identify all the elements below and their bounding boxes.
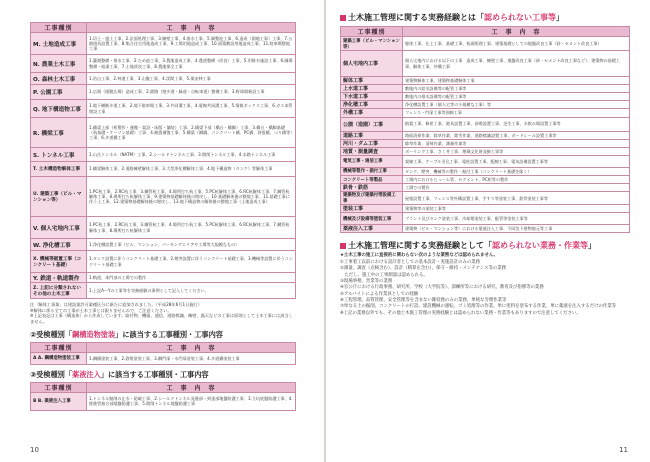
- section-3-title-prefix: ③受検種別「: [30, 369, 73, 379]
- note-line: 注「解体工事業」は建設業許可業種区分に新たに追加されました。（平成28年6月1日施行）: [30, 302, 202, 307]
- page-number-right: 11: [619, 446, 628, 454]
- table-row: [341, 225, 630, 233]
- table-row: [341, 117, 630, 131]
- section-a-title-prefix: 土木施工管理に関する実務経験とは「: [348, 13, 484, 22]
- row-description: 個人宅地内における以下の工事 造成工事、擁壁工事、地盤改良工事（砂・セメント改良工事など）、建築物の基礎工事、解体工事、外構工事: [403, 51, 630, 77]
- secA-header-type: 工事種別: [341, 27, 403, 37]
- row-category: Q. 地下構造物工事: [31, 100, 87, 118]
- secA-header-content: 工 事 内 容: [403, 27, 630, 37]
- intro-line: ★土木工事の施工に直接的に関わらない次のような業務などは認められません。: [340, 253, 498, 259]
- row-description: 1.切土・盛土工事、2.法面処理工事、3.擁壁工事、4.排水工事、5.調整池工事、6.造成（園地工事）工事、7.公園遊具設置工事、8.集合住宅用地造成工事、9.工場用地造成工事、10.面築敷設用地造成工事、11.駐車場整地工事: [87, 33, 296, 55]
- section-2-title-suffix: 」に該当する工事種別・工事内容: [115, 329, 223, 339]
- header-work-type: 工事種別: [31, 23, 87, 33]
- row-category: O. 森林土木工事: [31, 73, 87, 85]
- row-category: P. 公園工事: [31, 85, 87, 100]
- row-category: Z. 上記に分類されないその他の土木工事: [31, 283, 87, 299]
- row-description: 屋根設置工事、フェンス等外構設置工事、手すり等塗装工事、鉄骨塗装工事等: [403, 192, 630, 205]
- row-description: 1.灌漑整備・排水工事、2.ため池工事、3.農地造成工事、4.農道整備（改良）工事、5.用排水施設工事、6.圃場整備・暗渠工事、7.土地改良工事、8.農地保全工事: [87, 55, 296, 73]
- table-row: [31, 85, 296, 100]
- table-row: [341, 101, 630, 109]
- duties-items: [340, 260, 630, 317]
- left-page: [0, 0, 324, 462]
- row-category: 地質・測量調査: [341, 147, 403, 155]
- sec2-header-type: 工事種別: [31, 342, 87, 352]
- row-description: 1.山岳トンネル（NATM）工事、2.シールドトンネル工事、3.開削トンネル工事、4.水路トンネル工事: [87, 148, 296, 162]
- list-item: ①工事着工以前における設計者としての基本設計・実施設計のみの業務: [340, 259, 481, 265]
- row-category: M. 土地造成工事: [31, 33, 87, 55]
- row-category: 機械等製作・据付工事: [341, 167, 403, 175]
- row-description: 植栽工事、修景工事、遊具設置工事、砂場設置工事、芝生工事、水飲み場設置工事等: [403, 117, 630, 131]
- table-row: [341, 77, 630, 85]
- section-b-title-highlight: 認められない業務・作業等: [492, 241, 588, 251]
- table-row: [341, 51, 630, 77]
- section-2-table: [30, 342, 296, 365]
- table-row: [341, 93, 630, 101]
- row-category: 建築工事（ビル・マンション等）: [341, 37, 403, 51]
- square-bullet-icon: [340, 243, 346, 249]
- table-row: [31, 239, 296, 251]
- row-description: 躯体工事、仕上工事、基礎工事、杭頭処理工事、建築基礎としての地盤改良工事（砂・セメント改良工事）: [403, 37, 630, 51]
- row-description: 浄化槽設置工事（個人宅等の小規模な工事）等: [403, 101, 630, 109]
- section-2-title-highlight: 鋼構造物塗装: [72, 329, 116, 339]
- row-category: 道路工事: [341, 131, 403, 139]
- table-row: [341, 37, 630, 51]
- row-description: 敷地内の給水設備等の配管工事等: [403, 85, 630, 93]
- row-category: 電気工事・通信工事: [341, 155, 403, 167]
- row-category: B B. 薬液注入工事: [31, 392, 87, 410]
- row-description: 1.上記A〜Yの工事等を実務経験の事例として記入してください。: [87, 283, 296, 299]
- main-work-table: [30, 22, 296, 299]
- row-description: 1.鋼橋塗装工事、2.鉄塔塗装工事、3.鋼門扉・水門扉塗装工事、4.歩道橋塗装工事: [87, 352, 296, 364]
- table-row: [341, 205, 630, 213]
- row-category: W. 浄化槽工事: [31, 239, 87, 251]
- row-category: 下水道工事: [341, 93, 403, 101]
- not-accepted-duties-list: [340, 253, 630, 317]
- row-description: 1.地下横断歩道工事、2.地下駐車場工事、3.共同溝工事、4.電線共同溝工事、5.情報ボックス工事、6.ガス本管埋設工事: [87, 100, 296, 118]
- row-category: 機械及び設備等塗装工事: [341, 213, 403, 225]
- table-row: [341, 155, 630, 167]
- sec3-header-content: 工 事 内 容: [87, 382, 296, 392]
- table-row: [31, 33, 296, 55]
- page-number-left: 10: [30, 446, 39, 454]
- table-row: [341, 85, 630, 93]
- row-description: 1.広場（運動広場）造成工事、2.園路（遊歩道・緑道・自転車道）整備工事、3.野球場新設工事: [87, 85, 296, 100]
- list-item: ただし、施工中の工事測量は認められる。: [340, 272, 428, 278]
- row-category: X. 機械等据置工事（コンクリート基礎）: [31, 251, 87, 273]
- table-row: [31, 352, 296, 364]
- row-description: 1.トンネル掘削の止水・防破工事、2.シールドトンネル発進部・到達部地盤防護工事、3.立坑底盤防護工事、4.推進管接合部地盤防護工事、5.開削トンネル地盤防護工事: [87, 392, 296, 410]
- row-category: 外構工事: [341, 109, 403, 117]
- table-row: [31, 148, 296, 162]
- table-row: [31, 162, 296, 177]
- table-row: [341, 192, 630, 205]
- table-row: [341, 213, 630, 225]
- row-category: 河川・ダム工事: [341, 139, 403, 147]
- section-b-title-prefix: 土木施工管理に関する実務経験として「: [348, 241, 492, 251]
- row-description: フェンス・門扉工事等囲障工事: [403, 109, 630, 117]
- table-row: [341, 109, 630, 117]
- table-row: [31, 100, 296, 118]
- table-row: [31, 217, 296, 239]
- row-category: Y. 鉄道・軌道製作: [31, 273, 87, 283]
- note-line: ※上記表記は工事（構造体）から作成しています。取付物、機器、通信、道路標識、擁壁、露天などの工事は原則として土木工事には該当しません。: [30, 313, 293, 325]
- row-description: 1.治山工事、2.林道工事、3.山腹工事、4.渓間工事、5.保安林工事: [87, 73, 296, 85]
- table-row: [31, 392, 296, 410]
- row-category: 鉄骨・鉄筋: [341, 184, 403, 192]
- section-a-title: [340, 12, 630, 23]
- row-description: 敷地内の排水設備等の配管工事等: [403, 93, 630, 101]
- row-category: T. 土木構造物解体工事: [31, 162, 87, 177]
- row-description: 路面清掃作業、除草作業、除雪作業、道路標識設置工事、ガードレール設置工事等: [403, 131, 630, 139]
- list-item: ②測量、調査（点検含む）、設計（積算を含む）、保守・維持・メンテナンス等の業務: [340, 266, 507, 272]
- list-item: ⑥工程管理、品質管理、安全管理等を含まない雑役務のみの業務、単純な労務作業等: [340, 298, 507, 304]
- table-row: [31, 73, 296, 85]
- row-description: 1.PC杭工事、2.RC杭工事、3.鋼管杭工事、4.場所打ち杭工事、5.PC杭解体工事、6.RC杭解体工事、7.鋼管杭解体工事、8.場所打ち杭解体工事、9.建築物基礎解体後の埋戻し、10.基礎解体後の整地工事、11.基礎工事に伴う土工事、12.建築物基礎解体後の埋戻し、13.地下構造物の解体後の整地工事（土地造成工事）: [87, 177, 296, 217]
- row-category: 塗装工事: [341, 205, 403, 213]
- row-category: V. 個人宅地内工事: [31, 217, 87, 239]
- row-description: 1.軌道、本門部の工場での製作: [87, 273, 296, 283]
- section-3-title-highlight: 薬液注入: [72, 369, 101, 379]
- note-line: ※解体に係る全ての工事が土木工事とは限りませんので、ご注意ください。: [30, 307, 172, 313]
- row-category: コンクリート等製品: [341, 175, 403, 183]
- row-category: 建築物及び建築付帯設備工事: [341, 192, 403, 205]
- row-category: S. トンネル工事: [31, 148, 87, 162]
- list-item: ※上記の業務以外でも、その他土木施工管理の実務経験とは認められない業務・作業等もありますので注意してください。: [340, 310, 581, 316]
- section-b-title-suffix: 」: [588, 241, 596, 251]
- section-2-title: [30, 330, 296, 340]
- row-description: 建築物（ビル・マンション等）における薬液注入工事、不同沈下建物復元等工事: [403, 225, 630, 233]
- section-3-title-suffix: 」に該当する工事種別・工事内容: [100, 369, 209, 379]
- table-row: [31, 118, 296, 148]
- row-category: 公園（造園）工事: [341, 117, 403, 131]
- list-item: ③現場事務、営業等の業務: [340, 278, 393, 284]
- sec2-header-content: 工 事 内 容: [87, 342, 296, 352]
- list-item: ⑦単なる土の掘削、コンクリートの打設、建設機械の運転、ゴミ処理等の作業、単に塗料を塗布する作業、単に薬液を注入するだけの作業等: [340, 304, 617, 310]
- table-row: [31, 283, 296, 299]
- table-row: [341, 139, 630, 147]
- row-category: R. 橋梁工事: [31, 118, 87, 148]
- row-description: 1.浄化槽設置工事（ビル、マンション、パーキングエリアや工場等大規模なもの）: [87, 239, 296, 251]
- row-category: 解体工事: [341, 77, 403, 85]
- section-2-title-prefix: ②受検種別「: [30, 329, 73, 339]
- table-row: [341, 175, 630, 183]
- table-row: [31, 251, 296, 273]
- list-item: ④官公庁における行政事務、研究所、学校（大学院等）、訓練所等における研究、教育及び指導等の業務: [340, 285, 544, 291]
- row-description: タンク、煙突、機械等の製作・据付工事（コンクリート基礎を除く）: [403, 167, 630, 175]
- row-description: 建築物解体工事、建築物基礎解体工事: [403, 77, 630, 85]
- right-page: [326, 0, 650, 462]
- row-description: 建築物等の塗装工事等: [403, 205, 630, 213]
- section-a-title-highlight: 認められない工事等: [484, 13, 556, 22]
- table-row: [341, 131, 630, 139]
- table-row: [341, 147, 630, 155]
- table-row: [31, 273, 296, 283]
- not-accepted-works-table: [340, 26, 630, 233]
- table-row: [341, 167, 630, 175]
- row-description: 工場内におけるヒューム管、セグメント、PC桁等の製作: [403, 175, 630, 183]
- header-work-content: 工 事 内 容: [87, 23, 296, 33]
- row-description: 1.PC杭工事、2.RC杭工事、3.鋼管杭工事、4.場所打ち杭工事、5.PC杭解体工事、6.RC杭解体工事、7.鋼管杭解体工事、8.場所打ち杭解体工事: [87, 217, 296, 239]
- row-description: 1.橋梁上部（桁製作・運搬・架設・床版・舗装）工事、2.橋梁下部（橋台・橋脚）工事、3.橋台・橋脚基礎（杭基礎・ケーソン基礎）工事、4.耐震補強工事、5.橋梁（鋼橋、コンクリート橋、PC橋、斜張橋、つり橋等）工事、6.歩道橋工事: [87, 118, 296, 148]
- row-description: 1.タンク設置に伴うコンクリート基礎工事、2.煙突設置に伴うコンクリート基礎工事、3.機械等設置に伴うコンクリート基礎工事: [87, 251, 296, 273]
- square-bullet-icon: [340, 15, 346, 21]
- row-category: 薬液注入工事: [341, 225, 403, 233]
- row-description: プラント及びタンク塗装工事、冷却塔塗装工事、配管等塗装工事等: [403, 213, 630, 225]
- row-description: 架線工事、ケーブル引込工事、電柱設置工事、配線工事、電気設備設置工事等: [403, 155, 630, 167]
- row-description: 1.橋梁解体工事、2.道路擁壁解体工事、3.大型浄化槽解体工事、4.地下構造物（タンク）等解体工事: [87, 162, 296, 177]
- row-category: 浄化槽工事: [341, 101, 403, 109]
- row-description: 工場での製作: [403, 184, 630, 192]
- section-a-title-suffix: 」: [556, 13, 564, 22]
- main-table-body: [31, 33, 296, 299]
- table-row: [341, 184, 630, 192]
- row-description: ボーリング工事、さく井工事、埋蔵文化財発掘工事等: [403, 147, 630, 155]
- main-table-header: [31, 23, 296, 33]
- notes-block: [30, 302, 296, 325]
- row-category: U. 建築工事（ビル・マンション等）: [31, 177, 87, 217]
- list-item: ⑤アルバイトによる作業員としての経験: [340, 291, 419, 297]
- row-category: A A. 鋼構造物塗装工事: [31, 352, 87, 364]
- not-accepted-table-body: [341, 37, 630, 233]
- row-category: 個人宅地内工事: [341, 51, 403, 77]
- row-category: N. 農業土木工事: [31, 55, 87, 73]
- row-description: 除草作業、清掃作業、測量作業等: [403, 139, 630, 147]
- table-row: [31, 177, 296, 217]
- table-row: [31, 55, 296, 73]
- section-3-title: [30, 370, 296, 380]
- section-b-title: [340, 240, 630, 251]
- row-category: 上水道工事: [341, 85, 403, 93]
- section-3-table: [30, 382, 296, 411]
- sec3-header-type: 工事種別: [31, 382, 87, 392]
